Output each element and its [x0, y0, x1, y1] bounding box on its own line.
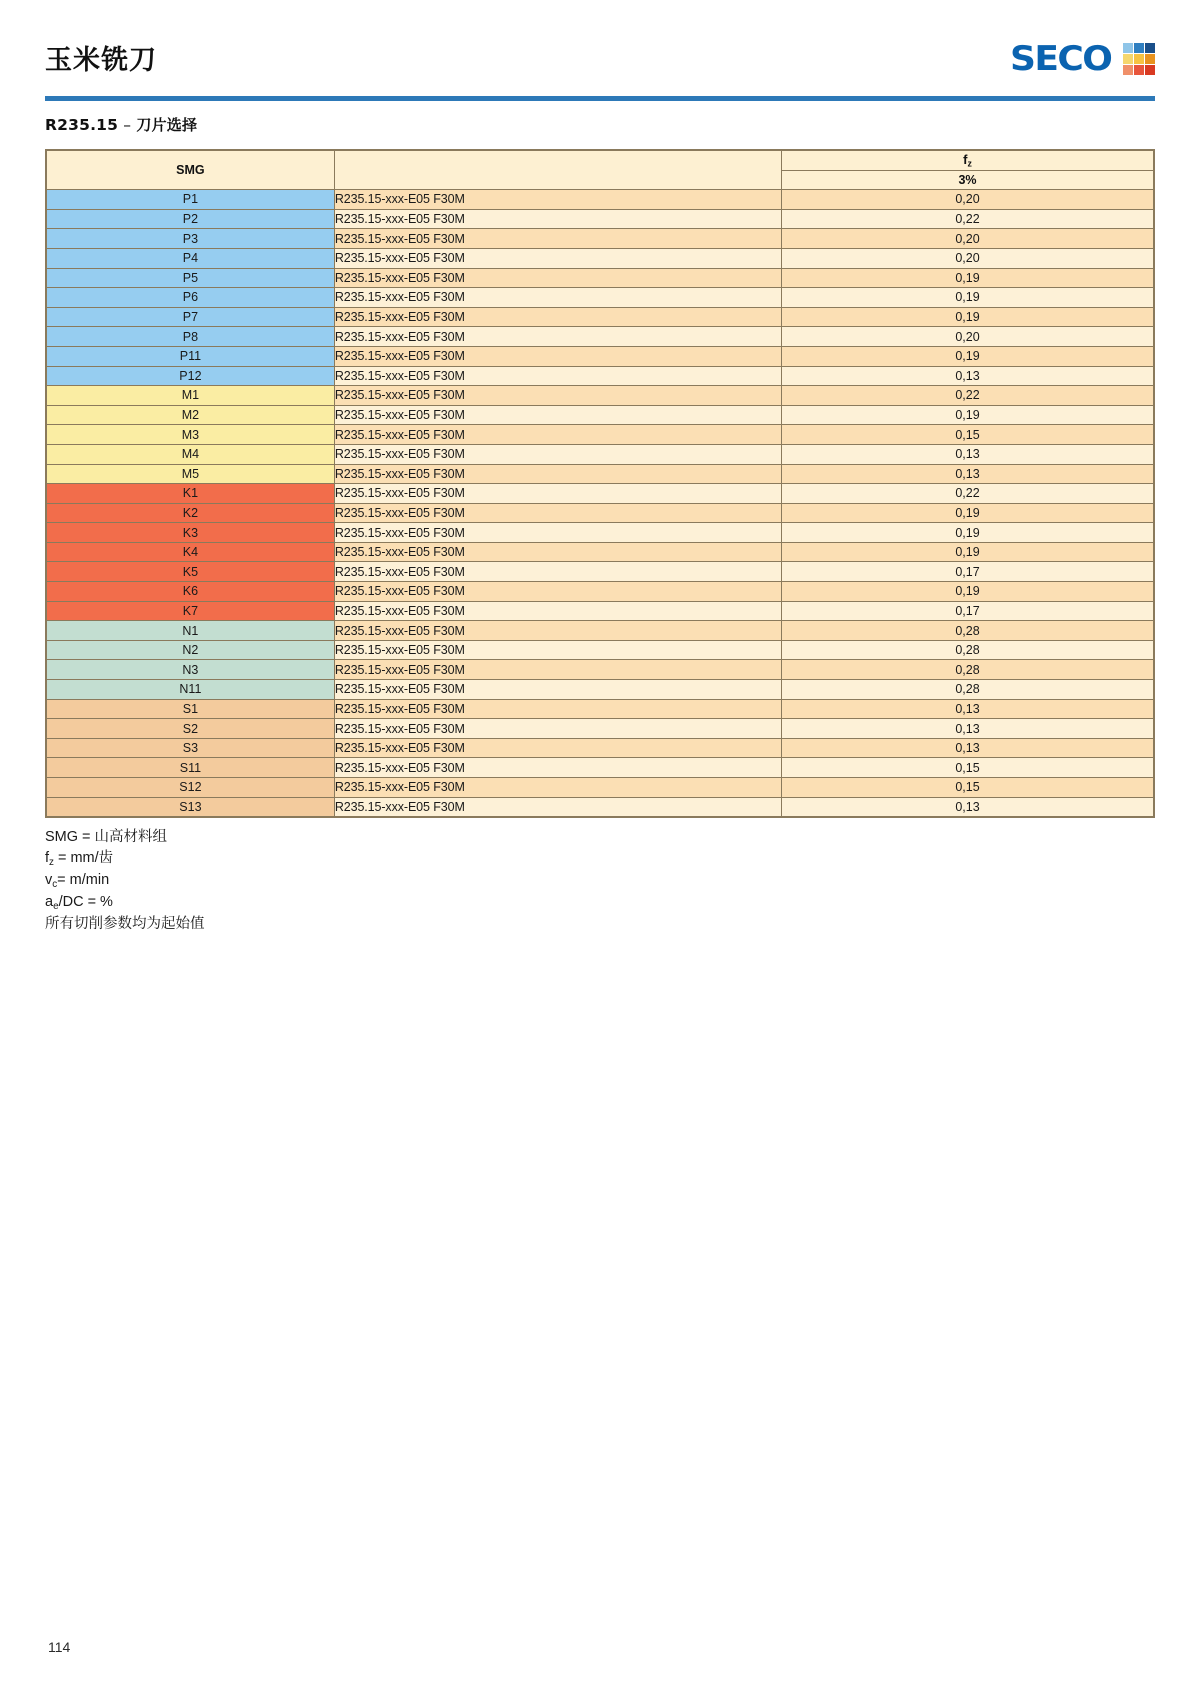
subtitle-code: R235.15 [45, 116, 119, 134]
table-row [47, 640, 1154, 660]
cell-fz-value: 0,15 [782, 778, 1154, 798]
cell-smg: K6 [47, 582, 335, 602]
logo-swatch-2 [1145, 43, 1155, 53]
cell-description: R235.15-xxx-E05 F30M [334, 248, 781, 268]
header-fz-subscript: z [967, 158, 972, 169]
table-row [47, 601, 1154, 621]
table-row [47, 386, 1154, 406]
table-row [47, 307, 1154, 327]
cell-description: R235.15-xxx-E05 F30M [334, 425, 781, 445]
cell-description: R235.15-xxx-E05 F30M [334, 778, 781, 798]
cell-smg: M4 [47, 444, 335, 464]
page-number: 114 [48, 1639, 71, 1655]
cell-smg: P11 [47, 346, 335, 366]
header-description [334, 151, 781, 190]
cell-fz-value: 0,22 [782, 386, 1154, 406]
cell-fz-value: 0,28 [782, 640, 1154, 660]
table-row [47, 680, 1154, 700]
cell-fz-value: 0,19 [782, 307, 1154, 327]
cell-description: R235.15-xxx-E05 F30M [334, 268, 781, 288]
cell-smg: K3 [47, 523, 335, 543]
cell-description: R235.15-xxx-E05 F30M [334, 229, 781, 249]
table-row [47, 582, 1154, 602]
table-row [47, 425, 1154, 445]
cell-fz-value: 0,19 [782, 542, 1154, 562]
cell-description: R235.15-xxx-E05 F30M [334, 660, 781, 680]
cell-description: R235.15-xxx-E05 F30M [334, 503, 781, 523]
page-title: 玉米铣刀 [45, 45, 157, 76]
header-fz-percent: 3% [782, 170, 1154, 190]
cell-fz-value: 0,15 [782, 758, 1154, 778]
cell-fz-value: 0,22 [782, 484, 1154, 504]
cell-fz-value: 0,17 [782, 562, 1154, 582]
table-row [47, 248, 1154, 268]
logo-swatch-0 [1123, 43, 1133, 53]
cell-description: R235.15-xxx-E05 F30M [334, 542, 781, 562]
cell-fz-value: 0,13 [782, 797, 1154, 817]
cell-smg: K5 [47, 562, 335, 582]
header-smg: SMG [47, 151, 335, 190]
logo-swatch-3 [1123, 54, 1133, 64]
cell-fz-value: 0,20 [782, 248, 1154, 268]
table-row [47, 346, 1154, 366]
table-body [47, 190, 1154, 817]
seco-logo-color-grid [1123, 43, 1155, 75]
cell-description: R235.15-xxx-E05 F30M [334, 640, 781, 660]
page-header [0, 0, 1200, 96]
seco-logo-text: SECO [1010, 39, 1112, 79]
table-row [47, 327, 1154, 347]
cell-fz-value: 0,19 [782, 346, 1154, 366]
cell-description: R235.15-xxx-E05 F30M [334, 699, 781, 719]
cell-description: R235.15-xxx-E05 F30M [334, 209, 781, 229]
footnote-fz-note: $f_z = mm/$齿 [45, 850, 114, 868]
table-row [47, 758, 1154, 778]
cell-fz-value: 0,20 [782, 190, 1154, 210]
cell-fz-value: 0,15 [782, 425, 1154, 445]
cell-description: R235.15-xxx-E05 F30M [334, 366, 781, 386]
cell-fz-value: 0,13 [782, 366, 1154, 386]
insert-selection-table [46, 150, 1154, 817]
cell-description: R235.15-xxx-E05 F30M [334, 346, 781, 366]
table-head [47, 151, 1154, 190]
table-row [47, 484, 1154, 504]
logo-swatch-8 [1145, 65, 1155, 75]
cell-description: R235.15-xxx-E05 F30M [334, 327, 781, 347]
table-row [47, 660, 1154, 680]
cell-smg: S2 [47, 719, 335, 739]
cell-fz-value: 0,20 [782, 229, 1154, 249]
cell-description: R235.15-xxx-E05 F30M [334, 484, 781, 504]
table-row [47, 542, 1154, 562]
cell-description: R235.15-xxx-E05 F30M [334, 582, 781, 602]
cell-fz-value: 0,20 [782, 327, 1154, 347]
table-row [47, 562, 1154, 582]
cell-smg: P8 [47, 327, 335, 347]
header-fz-symbol: f [963, 152, 968, 168]
cell-smg: P2 [47, 209, 335, 229]
cell-smg: P4 [47, 248, 335, 268]
footnote-vc-note: $v_c= m/\min$ [45, 872, 110, 890]
cell-fz-value: 0,13 [782, 738, 1154, 758]
cell-smg: P7 [47, 307, 335, 327]
cell-description: R235.15-xxx-E05 F30M [334, 758, 781, 778]
cell-smg: S12 [47, 778, 335, 798]
header-rule [45, 96, 1155, 101]
table-row [47, 209, 1154, 229]
table-row [47, 503, 1154, 523]
cell-description: R235.15-xxx-E05 F30M [334, 288, 781, 308]
table-row [47, 405, 1154, 425]
cell-smg: N11 [47, 680, 335, 700]
cell-smg: N1 [47, 621, 335, 641]
cell-smg: S1 [47, 699, 335, 719]
table-row [47, 190, 1154, 210]
cell-smg: P6 [47, 288, 335, 308]
cell-description: R235.15-xxx-E05 F30M [334, 719, 781, 739]
cell-fz-value: 0,28 [782, 621, 1154, 641]
seco-logo [1010, 39, 1155, 96]
cell-fz-value: 0,13 [782, 699, 1154, 719]
cell-fz-value: 0,17 [782, 601, 1154, 621]
cell-description: R235.15-xxx-E05 F30M [334, 307, 781, 327]
cell-smg: K2 [47, 503, 335, 523]
cell-description: R235.15-xxx-E05 F30M [334, 621, 781, 641]
cell-description: R235.15-xxx-E05 F30M [334, 405, 781, 425]
cell-smg: S13 [47, 797, 335, 817]
insert-selection-table-wrap [45, 149, 1155, 818]
table-row [47, 268, 1154, 288]
cell-smg: N3 [47, 660, 335, 680]
cell-description: R235.15-xxx-E05 F30M [334, 797, 781, 817]
cell-smg: M5 [47, 464, 335, 484]
footnote-all-note: 所有切削参数均为起始值 [45, 916, 205, 933]
section-subtitle [45, 114, 1155, 135]
cell-fz-value: 0,19 [782, 503, 1154, 523]
logo-swatch-5 [1145, 54, 1155, 64]
cell-description: R235.15-xxx-E05 F30M [334, 601, 781, 621]
logo-swatch-7 [1134, 65, 1144, 75]
cell-smg: P1 [47, 190, 335, 210]
table-row [47, 464, 1154, 484]
cell-fz-value: 0,19 [782, 582, 1154, 602]
table-row [47, 523, 1154, 543]
cell-smg: P5 [47, 268, 335, 288]
cell-smg: K4 [47, 542, 335, 562]
table-row [47, 797, 1154, 817]
cell-fz-value: 0,28 [782, 660, 1154, 680]
cell-description: R235.15-xxx-E05 F30M [334, 738, 781, 758]
header-fz [782, 151, 1154, 171]
table-row [47, 366, 1154, 386]
cell-smg: M1 [47, 386, 335, 406]
table-row [47, 738, 1154, 758]
cell-smg: K7 [47, 601, 335, 621]
logo-swatch-1 [1134, 43, 1144, 53]
cell-smg: N2 [47, 640, 335, 660]
cell-smg: S3 [47, 738, 335, 758]
logo-swatch-4 [1134, 54, 1144, 64]
table-row [47, 288, 1154, 308]
cell-description: R235.15-xxx-E05 F30M [334, 444, 781, 464]
cell-smg: M2 [47, 405, 335, 425]
cell-fz-value: 0,19 [782, 288, 1154, 308]
cell-fz-value: 0,13 [782, 719, 1154, 739]
cell-smg: M3 [47, 425, 335, 445]
cell-fz-value: 0,19 [782, 268, 1154, 288]
table-row [47, 719, 1154, 739]
cell-description: R235.15-xxx-E05 F30M [334, 680, 781, 700]
table-row [47, 778, 1154, 798]
cell-description: R235.15-xxx-E05 F30M [334, 386, 781, 406]
footnotes [45, 827, 1155, 935]
table-row [47, 621, 1154, 641]
cell-fz-value: 0,28 [782, 680, 1154, 700]
table-row [47, 444, 1154, 464]
cell-fz-value: 0,13 [782, 464, 1154, 484]
cell-smg: P3 [47, 229, 335, 249]
subtitle-dash: – [118, 116, 137, 134]
cell-fz-value: 0,13 [782, 444, 1154, 464]
cell-description: R235.15-xxx-E05 F30M [334, 523, 781, 543]
cell-fz-value: 0,19 [782, 523, 1154, 543]
cell-description: R235.15-xxx-E05 F30M [334, 562, 781, 582]
cell-smg: P12 [47, 366, 335, 386]
cell-fz-value: 0,22 [782, 209, 1154, 229]
logo-swatch-6 [1123, 65, 1133, 75]
subtitle-text: 刀片选择 [136, 116, 198, 134]
table-row [47, 699, 1154, 719]
table-head-row-1 [47, 151, 1154, 171]
footnote-smg-note: SMG = 山高材料组 [45, 829, 168, 846]
cell-description: R235.15-xxx-E05 F30M [334, 464, 781, 484]
cell-smg: S11 [47, 758, 335, 778]
cell-smg: K1 [47, 484, 335, 504]
cell-fz-value: 0,19 [782, 405, 1154, 425]
cell-description: R235.15-xxx-E05 F30M [334, 190, 781, 210]
table-row [47, 229, 1154, 249]
footnote-ae-note: $a_e/DC$ = % [45, 894, 113, 913]
